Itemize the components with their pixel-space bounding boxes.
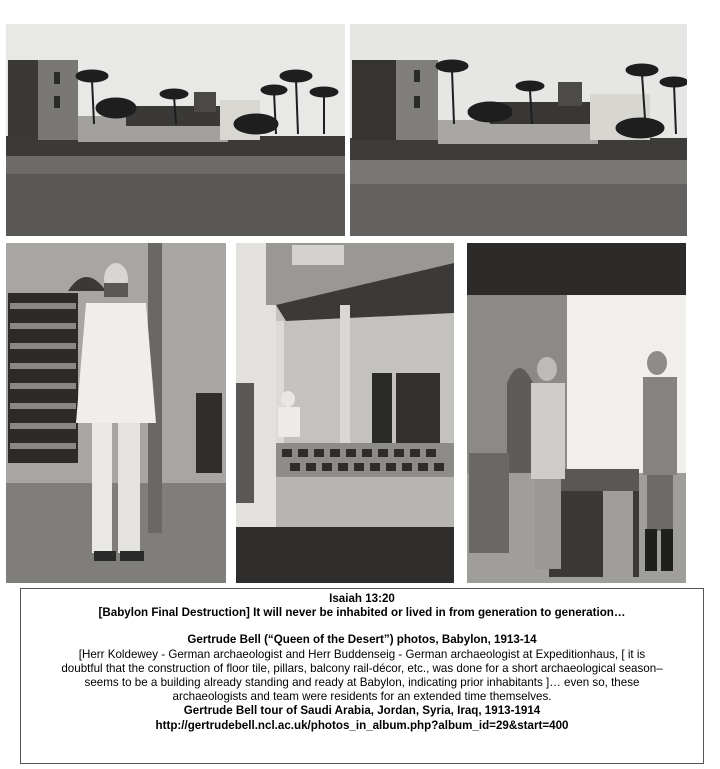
body-line-3: seems to be a building already standing and ready at Babylon, indicating prior inhabitants ]… even so, these — [84, 676, 640, 690]
scripture-verse: [Babylon Final Destruction] It will never be inhabited or lived in from generation to generation… — [98, 606, 626, 620]
body-line-2: doubtful that the construction of floor tile, pillars, balcony rail-décor, etc., was done for a short archaeological season– — [61, 661, 663, 675]
photo-courtyard-balcony — [236, 243, 454, 583]
caption-box — [20, 588, 704, 764]
tour-title: Gertrude Bell tour of Saudi Arabia, Jordan, Syria, Iraq, 1913-1914 — [183, 704, 541, 718]
photo-workroom-veranda — [467, 243, 686, 583]
body-line-4: archaeologists and team were residents for an extended time themselves. — [172, 690, 552, 704]
photos-title: Gertrude Bell (“Queen of the Desert”) photos, Babylon, 1913-14 — [187, 633, 537, 647]
photo-koldewey-portrait — [6, 243, 226, 583]
photo-expeditionhaus-view-1 — [6, 24, 345, 236]
body-line-1: [Herr Koldewey - German archaeologist and Herr Buddenseig - German archaeologist at Expeditionhaus, [ it is — [78, 647, 646, 661]
scripture-reference: Isaiah 13:20 — [329, 592, 395, 605]
photo-expeditionhaus-view-2 — [350, 24, 687, 236]
source-url[interactable]: http://gertrudebell.ncl.ac.uk/photos_in_album.php?album_id=29&start=400 — [155, 718, 569, 732]
